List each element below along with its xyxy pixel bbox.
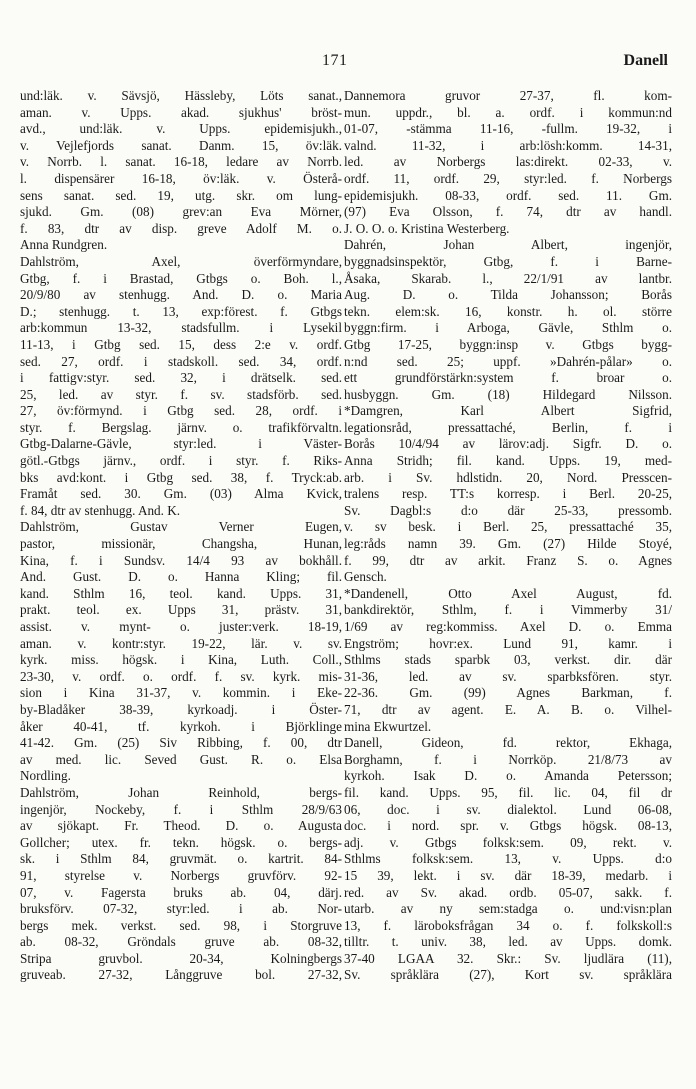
left-column-line: ingenjör, Nockeby, f. i Sthlm 28/9/63: [20, 801, 342, 817]
right-column-line: *Damgren, Karl Albert Sigfrid,: [344, 403, 672, 419]
right-column-line: Aug. D. o. Tilda Johansson; Borås: [344, 287, 672, 303]
right-column-line: Sthlms stads sparbk 03, verkst. dir. där: [344, 652, 672, 668]
left-column-line: 07, v. Fagersta bruks ab. 04, därj.: [20, 884, 342, 900]
left-column-line: prakt. teol. ex. Upps 31, prästv. 31,: [20, 602, 342, 618]
right-column-line: v. sv besk. i Berl. 25, pressattaché 35,: [344, 519, 672, 535]
left-column-line: 20/9/80 av stenhugg. And. D. o. Maria: [20, 287, 342, 303]
left-column-line: götl.-Gtbgs järnv., ordf. i styr. f. Riks-: [20, 453, 342, 469]
left-column-line: 41-42. Gm. (25) Siv Ribbing, f. 00, dtr: [20, 735, 342, 751]
right-column-line: tilltr. t. univ. 38, led. av Upps. domk.: [344, 934, 672, 950]
right-column-line: Dannemora gruvor 27-37, fl. kom-: [344, 88, 672, 103]
right-column-line: 13, f. läroboksfrågan 34 o. f. folkskoll:s: [344, 917, 672, 933]
left-column-line: l. dispensärer 16-18, öv:läk. v. Österå-: [20, 170, 342, 186]
left-column-line: And. Gust. D. o. Hanna Kling; fil.: [20, 569, 342, 585]
left-column-line: kyrk. miss. högsk. i Kina, Luth. Coll.,: [20, 652, 342, 668]
left-column-line: åker 40-41, tf. kyrkoh. i Björklinge: [20, 718, 342, 734]
left-column-line: arb:kommun 13-32, stadsfullm. i Lysekil: [20, 320, 342, 336]
right-column-line: mun. uppdr., bl. a. ordf. i kommun:nd: [344, 104, 672, 120]
left-column-line: v. Vejlefjords sanat. Danm. 15, öv:läk.: [20, 137, 342, 153]
right-column-line: Borås 10/4/94 av lärov:adj. Sigfr. D. o.: [344, 436, 672, 452]
left-column-line: sjukd. Gm. (08) grev:an Eva Mörner,: [20, 204, 342, 220]
left-column-line: f. 83, dtr av disp. greve Adolf M. o.: [20, 220, 342, 236]
left-column-line: sion i Kina 31-37, v. kommin. i Eke-: [20, 685, 342, 701]
right-column-line: byggnadsinspektör, Gtbg, f. i Barne-: [344, 253, 672, 269]
right-column-line: ett grundförstärkn:system f. broar o.: [344, 370, 672, 386]
right-column-line: led. av Norbergs las:direkt. 02-33, v.: [344, 154, 672, 170]
left-column-line: av sjökapt. Fr. Theod. D. o. Augusta: [20, 818, 342, 834]
left-column-line: 91, styrelse v. Norbergs gruvförv. 92-: [20, 867, 342, 883]
right-column: [344, 88, 672, 984]
right-column-line: red. av Sv. akad. ordb. 05-07, sakk. f.: [344, 884, 672, 900]
left-column-line: pastor, missionär, Changsha, Hunan,: [20, 536, 342, 552]
right-column-line: J. O. O. o. Kristina Westerberg.: [344, 220, 510, 236]
left-column-line: kand. Sthlm 16, teol. kand. Upps. 31,: [20, 585, 342, 601]
left-column-line: Nordling.: [20, 768, 71, 784]
left-column-line: Gtbg, f. i Brastad, Gtbgs o. Boh. l.,: [20, 270, 342, 286]
right-column-line: Dahrén, Johan Albert, ingenjör,: [344, 237, 672, 253]
right-column-line: 37-40 LGAA 32. Skr.: Sv. ljudlära (11),: [344, 950, 672, 966]
right-column-line: kyrkoh. Isak D. o. Amanda Petersson;: [344, 768, 672, 784]
right-column-line: 22-36. Gm. (99) Agnes Barkman, f.: [344, 685, 672, 701]
right-column-line: *Dandenell, Otto Axel August, fd.: [344, 585, 672, 601]
right-column-line: Engström; hovr:ex. Lund 91, kamr. i: [344, 635, 672, 651]
right-column-line: valnd. 11-32, i arb:lösh:komm. 14-31,: [344, 137, 672, 153]
left-column-line: Anna Rundgren.: [20, 237, 108, 253]
left-column-line: D.; stenhugg. t. 13, exp:förest. f. Gtbgs: [20, 303, 342, 319]
page-number: 171: [322, 52, 348, 69]
right-column-line: Åsaka, Skarab. l., 22/1/91 av lantbr.: [344, 270, 672, 286]
left-column-line: Gtbg-Dalarne-Gävle, styr:led. i Väster-: [20, 436, 342, 452]
right-column-line: 15 39, lekt. i sv. där 18-39, medarb. i: [344, 867, 672, 883]
right-column-line: Gtbg 17-25, byggn:insp v. Gtbgs bygg-: [344, 336, 672, 352]
running-head: Danell: [623, 52, 668, 69]
left-column-line: Gollcher; utex. fr. tekn. högsk. o. bergs-: [20, 834, 342, 850]
left-column-line: bergs mek. verkst. sed. 98, i Storgruve: [20, 917, 342, 933]
right-column-line: byggn:firm. i Arboga, Gävle, Sthlm o.: [344, 320, 672, 336]
left-column-line: aman. v. kontr:styr. 19-22, lär. v. sv.: [20, 635, 342, 651]
right-column-line: 31-36, led. av sv. sparbksfören. styr.: [344, 668, 672, 684]
left-column-line: 23-30, v. ordf. o. ordf. f. sv. kyrk. mis-: [20, 668, 342, 684]
left-column-line: bks avd:kont. i Gtbg sed. 38, f. Tryck:ab.: [20, 469, 342, 485]
right-column-line: utarb. av ny sem:stadga o. und:visn:plan: [344, 901, 672, 917]
right-column-line: doc. i nord. spr. v. Gtbgs högsk. 08-13,: [344, 818, 672, 834]
left-column-line: avd., und:läk. v. Upps. epidemisjukh.,: [20, 121, 342, 137]
left-column-line: Stripa gruvbol. 20-34, Kolningbergs: [20, 950, 342, 966]
right-column-line: tekn. elem:sk. 16, konstr. h. ol. större: [344, 303, 672, 319]
right-column-line: f. 99, dtr av arkit. Franz S. o. Agnes: [344, 552, 672, 568]
right-column-line: (97) Eva Olsson, f. 74, dtr av handl.: [344, 204, 672, 220]
left-column-line: v. Norrb. l. sanat. 16-18, ledare av Norrb.: [20, 154, 342, 170]
right-column-line: 71, dtr av agent. E. A. B. o. Vilhel-: [344, 701, 672, 717]
page-header: [0, 52, 696, 78]
right-column-line: Anna Stridh; fil. kand. Upps. 19, med-: [344, 453, 672, 469]
right-column-line: mina Ekwurtzel.: [344, 718, 432, 734]
left-column-line: 11-13, i Gtbg sed. 15, dess 2:e v. ordf.: [20, 336, 342, 352]
left-column-line: ab. 08-32, Gröndals gruve ab. 08-32,: [20, 934, 342, 950]
left-column-line: styr. f. Bergslag. järnv. o. trafikförvaltn.: [20, 419, 342, 435]
right-column-line: legationsråd, pressattaché, Berlin, f. i: [344, 419, 672, 435]
right-column-line: 01-07, -stämma 11-16, -fullm. 19-32, i: [344, 121, 672, 137]
left-column: [20, 88, 342, 984]
left-column-line: Dahlström, Johan Reinhold, bergs-: [20, 784, 342, 800]
left-column-line: Kina, f. i Sundsv. 14/4 93 av bokhåll.: [20, 552, 342, 568]
left-column-line: av med. lic. Seved Gust. R. o. Elsa: [20, 751, 342, 767]
left-column-line: sed. 27, ordf. i stadskoll. sed. 34, ordf.: [20, 353, 342, 369]
left-column-line: sk. i Sthlm 84, gruvmät. o. kartrit. 84-: [20, 851, 342, 867]
right-column-line: 06, doc. i sv. dialektol. Lund 06-08,: [344, 801, 672, 817]
left-column-line: bruksförv. 07-32, styr:led. i ab. Nor-: [20, 901, 342, 917]
right-column-line: ordf. 11, ordf. 29, styr:led. f. Norbergs: [344, 170, 672, 186]
right-column-line: tralens resp. TT:s korresp. i Berl. 20-25,: [344, 486, 672, 502]
left-column-line: i fattigv:styr. sed. 32, i drätselk. sed.: [20, 370, 342, 386]
right-column-line: Gensch.: [344, 569, 387, 585]
left-column-line: Framåt sed. 30. Gm. (03) Alma Kvick,: [20, 486, 342, 502]
left-column-line: assist. v. mynt- o. juster:verk. 18-19,: [20, 619, 342, 634]
right-column-line: 1/69 av reg:kommiss. Axel D. o. Emma: [344, 619, 672, 634]
right-column-line: Sv. språklära (27), Kort sv. språklära: [344, 967, 672, 983]
right-column-line: arb. i Sv. hdlstidn. 20, Nord. Presscen-: [344, 469, 672, 485]
right-column-line: Borghamn, f. i Norrköp. 21/8/73 av: [344, 751, 672, 767]
left-column-line: Dahlström, Gustav Verner Eugen,: [20, 519, 342, 535]
right-column-line: epidemisjukh. 08-33, ordf. sed. 11. Gm.: [344, 187, 672, 203]
left-column-line: aman. v. Upps. akad. sjukhus' bröst-: [20, 104, 342, 120]
left-column-line: 25, led. av styr. f. sv. stadsförb. sed.: [20, 386, 342, 402]
left-column-line: sens sanat. sed. 19, utg. skr. om lung-: [20, 187, 342, 203]
right-column-line: Danell, Gideon, fd. rektor, Ekhaga,: [344, 735, 672, 751]
left-column-line: Dahlström, Axel, överförmyndare,: [20, 253, 342, 269]
left-column-line: und:läk. v. Sävsjö, Hässleby, Löts sanat.,: [20, 88, 342, 103]
right-column-line: Sthlms folksk:sem. 13, v. Upps. d:o: [344, 851, 672, 867]
right-column-line: fil. kand. Upps. 95, fil. lic. 04, fil dr: [344, 784, 672, 800]
right-column-line: bankdirektör, Sthlm, f. i Vimmerby 31/: [344, 602, 672, 618]
left-column-line: by-Bladåker 38-39, kyrkoadj. i Öster-: [20, 701, 342, 717]
left-column-line: gruveab. 27-32, Långgruve bol. 27-32,: [20, 967, 342, 983]
left-column-line: 27, öv:förmynd. i Gtbg sed. 28, ordf. i: [20, 403, 342, 419]
right-column-line: adj. v. Gtbgs folksk:sem. 09, rekt. v.: [344, 834, 672, 850]
right-column-line: Sv. Dagbl:s d:o där 25-33, pressomb.: [344, 502, 672, 518]
left-column-line: f. 84, dtr av stenhugg. And. K.: [20, 502, 181, 518]
right-column-line: husbyggn. Gm. (18) Hildegard Nilsson.: [344, 386, 672, 402]
right-column-line: n:nd sed. 25; uppf. »Dahrén-pålar» o.: [344, 353, 672, 369]
right-column-line: leg:råds namn 39. Gm. (27) Hilde Stoyé,: [344, 536, 672, 552]
